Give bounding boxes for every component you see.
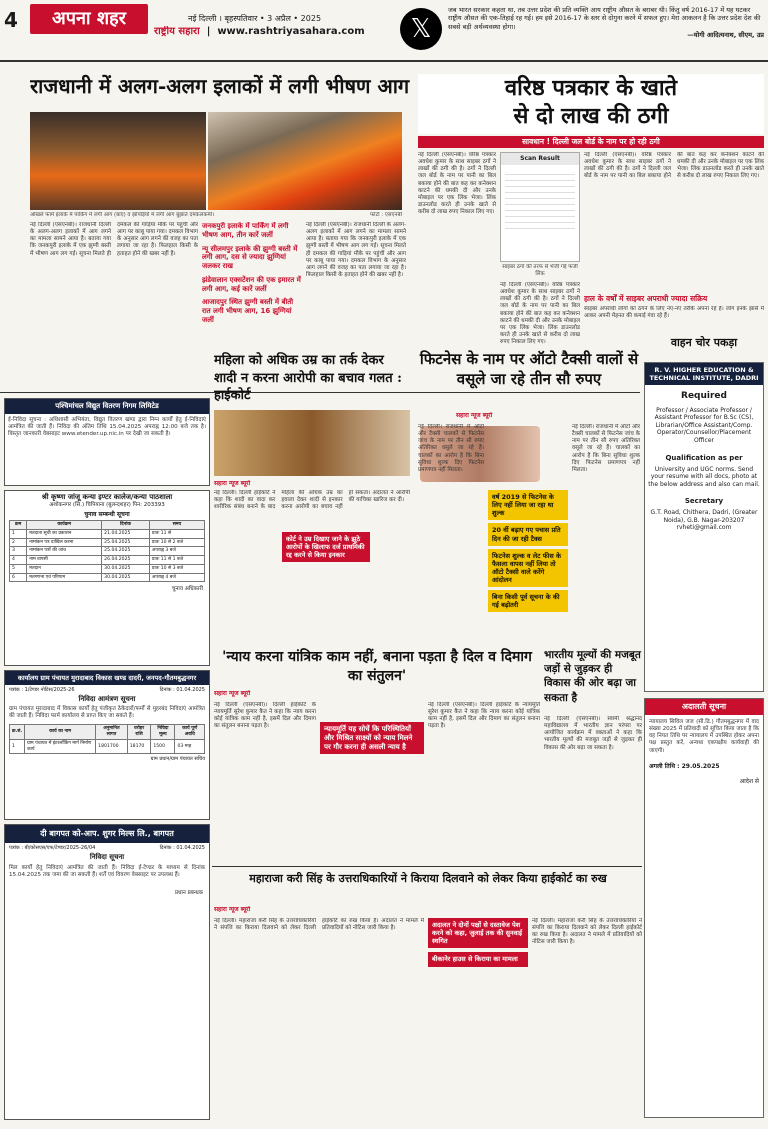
- court-notice-next-date: अगली तिथि : 29.05.2025: [649, 762, 720, 770]
- justice-headline: 'न्याय करना यांत्रिक काम नहीं, बनाना पड़ता है दिल व दिमाग का संतुलन': [222, 649, 532, 684]
- bottom-rule: [212, 866, 642, 867]
- fraud-body-col2: नई दिल्ली (एसएनबी)। वरिष्ठ पत्रकार अवधेश कुमार के साथ साइबर ठगों ने लाखों की ठगी की है। ठगों ने दिल्ली जल बोर्ड के नाम पर पानी का बिल बकाया होने की बात कह कर कनेक्शन काटने की धमकी दी और उनके मोबाइल पर एक लिंक भेजा। लिंक डाउनलोड करते ही उनके खाते से करीब दो लाख रुपए निकाल लिए गए।: [584, 152, 764, 180]
- fraud-subbody: साइबर अपराधी लोगों को ठगने के लिए नए-नए तरीके अपना रहे हैं। लोग इनके झांसे में आकर अपनी मेहनत की कमाई गंवा रहे हैं।: [584, 306, 764, 320]
- tweet-author: —योगी आदित्यनाथ, सीएम, उप्र: [687, 31, 764, 40]
- website-link[interactable]: www.rashtriyasahara.com: [217, 26, 365, 37]
- table-row: 6 मतगणना एवं परिणाम 30.04.2025 अपराह्न 4 बजे: [10, 573, 205, 582]
- tender-panchayat-body: ग्राम पंचायत मुरादाबाद में विकास कार्यों हेतु पंजीकृत ठेकेदारों/फर्मों से मुहरबंद निविदाएं आमंत्रित की जाती हैं। निविदा फार्म कार्यालय से प्राप्त किए जा सकते हैं।: [9, 706, 205, 720]
- tender-sugar-title: दी बागपत को-आप. शुगर मिल्स लि., बागपत: [5, 825, 209, 843]
- school-title: श्री कृष्णा जांजू कन्या इण्टर कालेज/कन्या पाठशाला: [41, 493, 173, 501]
- fraud-body-col3: नई दिल्ली (एसएनबी)। वरिष्ठ पत्रकार अवधेश कुमार के साथ साइबर ठगों ने लाखों की ठगी की है। ठगों ने दिल्ली जल बोर्ड के नाम पर पानी का बिल बकाया होने की बात कह कर कनेक्शन काटने की धमकी दी और उनके मोबाइल पर एक लिंक भेजा। लिंक डाउनलोड करते ही उनके खाते से करीब दो लाख रुपए निकाल लिए गए।: [500, 282, 580, 346]
- table-header: कार्यक्रम: [27, 521, 102, 530]
- table-row: 1 मतदाता सूची का प्रकाशन 21.04.2025 प्रातः 11 से: [10, 529, 205, 538]
- phone-screen-lines: [505, 169, 575, 229]
- tender-panchayat-ref: पत्रांक : 1/टेण्डर नोटिस/2025-26: [9, 687, 75, 694]
- tender-panchayat-date: दिनांक : 01.04.2025: [159, 687, 205, 694]
- school-schedule-table: [9, 520, 205, 582]
- fire-photo-left: [30, 112, 206, 210]
- tender-panchayat: [4, 670, 210, 820]
- fire-photo-right: [208, 112, 402, 210]
- justice-body-col1: नई दिल्ली (एसएनबी)। दिल्ली हाईकोर्ट के न्यायमूर्ति सुरेश कुमार कैत ने कहा कि न्याय करना कोई यांत्रिक काम नहीं है, इसमें दिल और दिमाग का संतुलन बनाना पड़ता है।: [214, 702, 316, 730]
- edition-date: नई दिल्ली । बृहस्पतिवार • 3 अप्रैल • 2025: [188, 14, 322, 23]
- maharaja-body-col2: नई दिल्ली। महाराजा करी सिंह के उत्तराधिकारियों ने संपत्ति का किराया दिलवाने को लेकर दिल्ली हाईकोर्ट का रुख किया है। अदालत ने मामले में प्रतिवादियों को नोटिस जारी किया है।: [532, 918, 642, 946]
- court-notice: [644, 698, 764, 1118]
- taxi-point: 20 वीं बढ़ाए गए पचास प्रति दिन की जा रही टैक्स: [488, 523, 568, 545]
- fraud-headline-2: से दो लाख की ठगी: [513, 103, 669, 129]
- school-note: चुनाव सम्बन्धी सूचना: [84, 510, 130, 518]
- tweet-text: जब भारत सरकार कहता था, तब उत्तर प्रदेश की प्रति व्यक्ति आय राष्ट्रीय औसत के बराबर थी। किंतु वर्ष 2016-17 में यह घटकर राष्ट्रीय औसत की एक-तिहाई रह गई। हम इसे 2016-17 के स्तर से दोगुना करने में सफल हुए। मेरा आकलन है कि उत्तर प्रदेश देश की सबसे बड़ी अर्थव्यवस्था होगा।: [448, 6, 761, 31]
- taxi-body-col1: नई दिल्ली। राजधानी में ऑटो और टैक्सी चालकों से फिटनेस जांच के नाम पर तीन सौ रुपए अतिरिक्त वसूले जा रहे हैं। चालकों का आरोप है कि बिना सुविधा शुल्क दिए फिटनेस प्रमाणपत्र नहीं मिलता।: [418, 424, 484, 473]
- table-header: समय: [149, 521, 204, 530]
- school-subtitle: अशोकनगर (सि.) चिपियाना (बुलन्दशहर) पिन: 203393: [49, 501, 165, 508]
- tender-panchayat-signoff: ग्राम प्रधान/ग्राम पंचायत सचिव: [150, 756, 205, 763]
- ad-secretary: Secretary: [684, 497, 724, 506]
- tender-sugar-date: दिनांक : 01.04.2025: [159, 845, 205, 851]
- fire-point: न्यू सीलमपुर इलाके की झुग्गी बस्ती में लगी आग, दस से ज्यादा झुग्गियां जलकर राख: [202, 244, 298, 270]
- phone-screenshot: [500, 152, 580, 262]
- tender-sugar-signoff: प्रधान प्रबन्धक: [174, 890, 203, 897]
- taxi-point: बिना किसी पूर्व सूचना के की गई बढ़ोतरी: [488, 590, 568, 612]
- marriage-body: नई दिल्ली। दिल्ली हाईकोर्ट ने कहा कि शादी का वादा कर शारीरिक संबंध बनाने के बाद महिला की अधिक उम्र का हवाला देकर शादी से इनकार करना आरोपी का बचाव नहीं हो सकता। अदालत ने आरोपी की याचिका खारिज कर दी।: [214, 490, 410, 511]
- tweet-quote: [448, 6, 764, 58]
- maharaja-body: नई दिल्ली। महाराजा करी सिंह के उत्तराधिकारियों ने संपत्ति का किराया दिलवाने को लेकर दिल्ली हाईकोर्ट का रुख किया है। अदालत ने मामले में प्रतिवादियों को नोटिस जारी किया है।: [214, 918, 424, 932]
- fraud-headline-1: वरिष्ठ पत्रकार के खाते: [504, 75, 678, 101]
- tender-electricity-title: पश्चिमांचल विद्युत वितरण निगम लिमिटेड: [5, 399, 209, 414]
- tender-panchayat-table: क्र.सं. कार्य का नाम अनुमानित लागत धरोहर राशि निविदा मूल्य कार्य पूर्ण अवधि 1 ग्राम पंचायत में इंटरलॉकिंग मार्ग निर्माण कार्य 1801700 18170 1500 03 माह: [9, 724, 205, 754]
- table-row: 1 ग्राम पंचायत में इंटरलॉकिंग मार्ग निर्माण कार्य 1801700 18170 1500 03 माह: [10, 739, 205, 753]
- fire-photo-credit: फोटो : एसएनबी: [370, 212, 402, 218]
- maharaja-byline: सहारा न्यूज ब्यूरो: [214, 906, 251, 913]
- table-row: 2 नामांकन पत्र दाखिल करना 25.04.2025 प्रातः 10 से 2 बजे: [10, 538, 205, 547]
- taxi-points: [488, 490, 568, 612]
- taxi-point: फिटनेस शुल्क व लेट फीस के फैसला वापस नहीं लिया तो ऑटो टैक्सी वाले करेंगे आंदोलन: [488, 549, 568, 588]
- paper-name: राष्ट्रीय सहारा: [154, 26, 200, 37]
- court-notice-title: अदालती सूचना: [645, 699, 763, 715]
- page-number: 4: [4, 8, 18, 32]
- maharaja-point: अदालत ने दोनों पक्षों से दस्तावेज पेश करने को कहा, जुलाई तक की सुनवाई स्थगित: [428, 918, 528, 948]
- fire-point: झंडेवालान एक्सटेंशन की एक इमारत में लगी आग, कई कारें जलीं: [202, 275, 301, 293]
- justice-quote: न्यायमूर्ति यह सोचें कि परिस्थितियों और मिश्रित साक्ष्यों को न्याय मिलने पर गौर करना ही असली न्याय है: [320, 722, 424, 754]
- fraud-headline-box: [418, 74, 764, 134]
- school-election-notice: [4, 490, 210, 666]
- tender-electricity: [4, 398, 210, 486]
- section-brand: अपना शहर: [30, 4, 148, 34]
- phone-caption: साइबर ठगों की तरफ से भेजी गई फर्जी लिंक: [502, 264, 578, 277]
- tender-panchayat-subject: निविदा आमंत्रण सूचना: [78, 695, 136, 704]
- taxi-body-col2: नई दिल्ली। राजधानी में ऑटो और टैक्सी चालकों से फिटनेस जांच के नाम पर तीन सौ रुपए अतिरिक्त वसूले जा रहे हैं। चालकों का आरोप है कि बिना सुविधा शुल्क दिए फिटनेस प्रमाणपत्र नहीं मिलता।: [572, 424, 640, 473]
- ad-qualification-head: Qualification as per: [665, 454, 743, 462]
- fire-point: आजादपुर स्थित झुग्गी बस्ती में बीती रात लगी भीषण आग, 16 झुग्गियां जलीं: [202, 298, 294, 324]
- marriage-photo: [214, 410, 410, 476]
- court-notice-signoff: आदेश से: [739, 778, 759, 786]
- table-header: क्रम: [10, 521, 27, 530]
- school-signoff: चुनाव अधिकारी: [171, 586, 203, 593]
- maharaja-headline: महाराजा करी सिंह के उत्तराधिकारियों ने किराया दिलवाने को लेकर किया हाईकोर्ट का रुख: [249, 872, 607, 885]
- fraud-body-col1: नई दिल्ली (एसएनबी)। वरिष्ठ पत्रकार अवधेश कुमार के साथ साइबर ठगों ने लाखों की ठगी की है। ठगों ने दिल्ली जल बोर्ड के नाम पर पानी का बिल बकाया होने की बात कह कर कनेक्शन काटने की धमकी दी और उनके मोबाइल पर एक लिंक भेजा। लिंक डाउनलोड करते ही उनके खाते से करीब दो लाख रुपए निकाल लिए गए।: [418, 152, 496, 216]
- tender-sugar-subject: निविदा सूचना: [89, 853, 125, 862]
- marriage-headline: महिला को अधिक उम्र का तर्क देकर शादी न करना आरोपी का बचाव गलत : हाईकोर्ट: [214, 353, 402, 404]
- ad-institute: R. V. HIGHER EDUCATION & TECHNICAL INSTITUTE, DADRI: [645, 363, 763, 385]
- tender-electricity-body: ई-निविदा सूचना : अधिशासी अभियंता, विद्युत वितरण खण्ड द्वारा निम्न कार्यों हेतु ई-निविदाएं आमंत्रित की जाती हैं। निविदा की अंतिम तिथि 15.04.2025 अपराह्न 12:00 बजे तक है। विस्तृत जानकारी वेबसाइट www.etender.up.nic.in पर देखी जा सकती है।: [8, 416, 206, 438]
- table-row: 5 मतदान 30.04.2025 प्रातः 10 से 3 बजे: [10, 564, 205, 573]
- tender-sugar-refs: [5, 843, 209, 853]
- fire-body-cont: नई दिल्ली (एसएनबी)। राजधानी दिल्ली के अलग-अलग इलाकों में आग लगने का मामला सामने आया है। बताया गया कि जनकपुरी इलाके में एक झुग्गी बस्ती में भीषण आग लग गई। सूचना मिलते ही दमकल की गाड़ियां मौके पर पहुंचीं और आग पर काबू पाया गया। दमकल विभाग के अनुसार आग लगने की वजह का पता लगाया जा रहा है। फिलहाल किसी के हताहत होने की खबर नहीं है।: [306, 222, 406, 279]
- maharaja-point: बीकानेर हाउस से किराया का मामला: [428, 952, 528, 966]
- tender-sugar-mill: [4, 824, 210, 1120]
- job-advertisement: [644, 362, 764, 692]
- taxi-headline: फिटनेस के नाम पर ऑटो टैक्सी वालों से वसूले जा रहे तीन सौ रुपए: [419, 350, 639, 388]
- ad-posts: Professor / Associate Professor / Assistant Professor for B.Sc (CS), Librarian/Office Assistant/Comp. Operator/Counsellor/Placement Officer: [654, 406, 754, 444]
- justice-byline: सहारा न्यूज ब्यूरो: [214, 690, 251, 697]
- maharaja-points: [428, 918, 528, 967]
- fire-headline: राजधानी में अलग-अलग इलाकों में लगी भीषण आग: [30, 74, 410, 98]
- bike-headline: वाहन चोर पकड़ा: [670, 336, 738, 349]
- fraud-warning-strip: सावधान ! दिल्ली जल बोर्ड के नाम पर हो रही ठगी: [418, 136, 764, 148]
- x-logo-icon: 𝕏: [400, 8, 442, 50]
- ad-address: G.T. Road, Chithera, Dadri, (Greater Noida), G.B. Nagar-203207 rvheti@gmail.com: [650, 509, 758, 531]
- tender-sugar-body: मिल कार्यों हेतु निविदाएं आमंत्रित की जाती हैं। निविदा ई-टेण्डर के माध्यम से दिनांक 15.04.2025 तक जमा की जा सकती हैं। शर्तें एवं विवरण वेबसाइट पर उपलब्ध हैं।: [9, 865, 205, 879]
- tender-sugar-ref: पत्रांक : बी/कोसएस/एफ/टेण्डर/2025-26/04: [9, 845, 96, 851]
- header-rule: [0, 60, 768, 62]
- table-row: 4 नाम वापसी 26.04.2025 प्रातः 11 से 1 बजे: [10, 556, 205, 565]
- values-body: नई दिल्ली (एसएनबी)। स्वामी श्रद्धानंद महाविद्यालय में भारतीय ज्ञान परंपरा पर आयोजित कार्यक्रम में वक्ताओं ने कहा कि भारतीय मूल्यों की मजबूत जड़ों से जुड़कर ही विकास की ओर बढ़ा जा सकता है।: [544, 716, 642, 751]
- values-headline: भारतीय मूल्यों की मजबूत जड़ों से जुड़कर ही विकास की ओर बढ़ा जा सकता है: [544, 649, 641, 704]
- table-row: 3 नामांकन पत्रों की जांच 25.04.2025 अपराह्न 3 बजे: [10, 547, 205, 556]
- tender-panchayat-refs: [5, 685, 209, 695]
- ad-qualification: University and UGC norms. Send your resume with all docs, photo at the below address and also can mail.: [648, 465, 760, 488]
- fire-body: नई दिल्ली (एसएनबी)। राजधानी दिल्ली के अलग-अलग इलाकों में आग लगने का मामला सामने आया है। बताया गया कि जनकपुरी इलाके में एक झुग्गी बस्ती में भीषण आग लग गई। सूचना मिलते ही दमकल की गाड़ियां मौके पर पहुंचीं और आग पर काबू पाया गया। दमकल विभाग के अनुसार आग लगने की वजह का पता लगाया जा रहा है। फिलहाल किसी के हताहत होने की खबर नहीं है।: [30, 222, 198, 257]
- ad-required: Required: [681, 391, 727, 402]
- paper-website: राष्ट्रीय सहारा | www.rashtriyasahara.com: [154, 26, 365, 37]
- marriage-point: कोर्ट ने उम्र दिखाए जाने के झूठे आरोपों के खिलाफ दर्ज प्राथमिकी रद्द करने से किया इनकार: [282, 532, 370, 562]
- court-notice-body: न्यायालय सिविल जज (सी.डि.) गौतमबुद्धनगर में वाद संख्या 2025 में प्रतिवादी को सूचित किया जाता है कि वह नियत तिथि पर न्यायालय में उपस्थित होकर अपना पक्ष प्रस्तुत करें, अन्यथा एकपक्षीय कार्यवाही की जाएगी।: [649, 719, 759, 754]
- taxi-byline: सहारा न्यूज ब्यूरो: [456, 412, 493, 419]
- fire-point: जनकपुरी इलाके में पार्किंग में लगी भीषण आग, तीन कारें जलीं: [202, 222, 289, 239]
- justice-body-col2: नई दिल्ली (एसएनबी)। दिल्ली हाईकोर्ट के न्यायमूर्ति सुरेश कुमार कैत ने कहा कि न्याय करना कोई यांत्रिक काम नहीं है, इसमें दिल और दिमाग का संतुलन बनाना पड़ता है।: [428, 702, 540, 730]
- marriage-byline: सहारा न्यूज ब्यूरो: [214, 480, 251, 487]
- fraud-subhead: हाल के वर्षों में साइबर अपराधी ज्यादा सक्रिय: [584, 294, 708, 303]
- phone-scan-title: Scan Result: [501, 153, 579, 165]
- bike-body: [644, 352, 764, 360]
- fire-caption: ओखले फार्म इलाके में पार्किंग में लगी आग (बाएं) व झोंपड़ियों में लगी आग बुझाते दमकलकर्मी।: [30, 212, 215, 218]
- table-header: दिनांक: [102, 521, 150, 530]
- tender-panchayat-title: कार्यालय ग्राम पंचायत मुरादाबाद विकास खण्ड दादरी, जनपद-गौतमबुद्धनगर: [5, 671, 209, 685]
- taxi-point: वर्ष 2019 से फिटनेस के लिए नहीं लिया जा रहा था शुल्क: [488, 490, 568, 520]
